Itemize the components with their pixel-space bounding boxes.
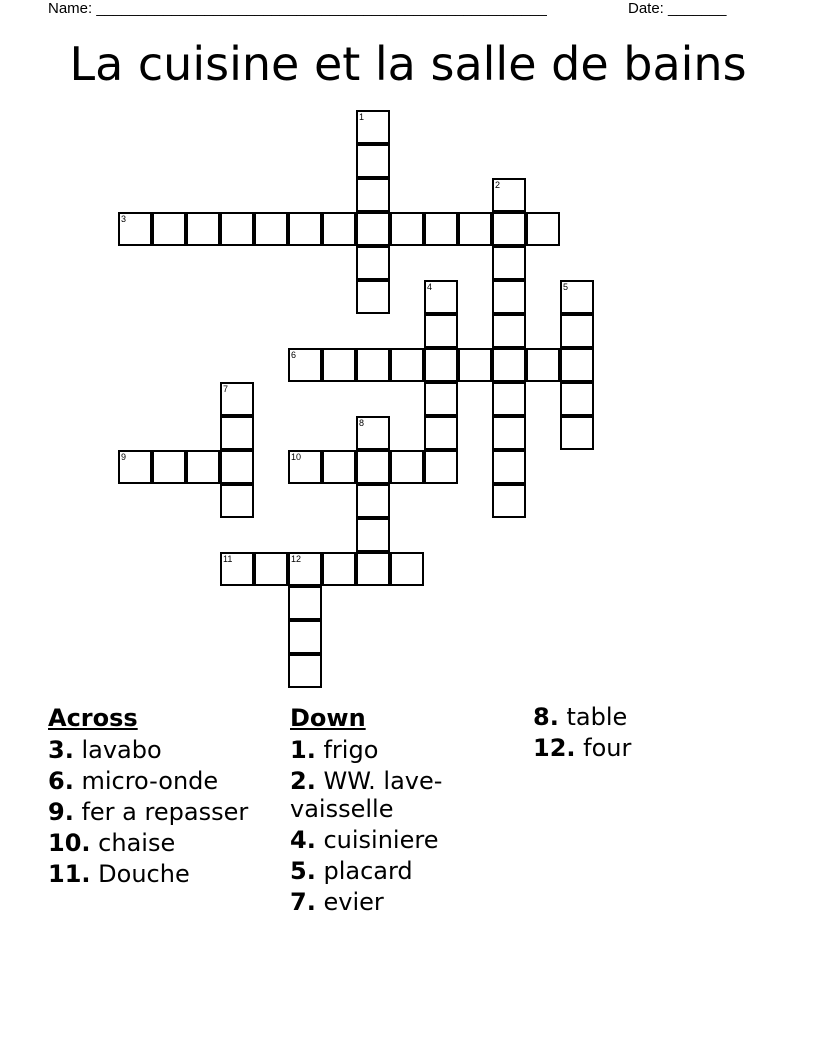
grid-cell[interactable] [560,280,594,314]
grid-cell[interactable] [356,484,390,518]
grid-cell[interactable] [492,178,526,212]
grid-cell[interactable] [560,314,594,348]
clue-item [290,736,510,764]
grid-cell[interactable] [560,382,594,416]
grid-cell[interactable] [424,280,458,314]
grid-cell[interactable] [390,348,424,382]
cell-number: 6 [291,350,297,360]
grid-cell[interactable] [390,552,424,586]
down-clues [290,703,510,919]
clue-text: Douche [98,860,190,888]
grid-cell[interactable] [356,348,390,382]
grid-cell[interactable] [186,450,220,484]
grid-cell[interactable] [492,382,526,416]
date-field-label: Date: _______ [628,0,727,17]
down-heading: Down [290,704,366,732]
across-clues [48,703,268,891]
grid-cell[interactable] [356,246,390,280]
clue-text: frigo [323,736,379,764]
down-clues-continued [533,703,753,765]
clue-number: 3. [48,736,74,764]
grid-cell[interactable] [390,212,424,246]
clue-number: 12. [533,734,576,762]
grid-cell[interactable] [492,484,526,518]
grid-cell[interactable] [288,348,322,382]
grid-cell[interactable] [492,450,526,484]
clue-number: 1. [290,736,316,764]
clue-item [48,767,268,795]
clue-item [48,860,268,888]
grid-cell[interactable] [560,348,594,382]
grid-cell[interactable] [220,382,254,416]
clue-item [48,829,268,857]
grid-cell[interactable] [254,552,288,586]
grid-cell[interactable] [458,348,492,382]
grid-cell[interactable] [356,450,390,484]
grid-cell[interactable] [220,450,254,484]
clue-text: micro-onde [81,767,219,795]
clue-number: 5. [290,857,316,885]
clue-number: 9. [48,798,74,826]
grid-cell[interactable] [356,280,390,314]
grid-cell[interactable] [152,450,186,484]
cell-number: 9 [121,452,127,462]
clue-text: lavabo [81,736,162,764]
clue-number: 7. [290,888,316,916]
grid-cell[interactable] [288,450,322,484]
grid-cell[interactable] [118,450,152,484]
grid-cell[interactable] [220,552,254,586]
clue-item [48,798,268,826]
grid-cell[interactable] [288,552,322,586]
grid-cell[interactable] [288,586,322,620]
clue-text: WW. lave-vaisselle [290,767,443,823]
clue-item [533,703,753,731]
grid-cell[interactable] [322,450,356,484]
grid-cell[interactable] [526,348,560,382]
clue-text: table [566,703,628,731]
grid-cell[interactable] [492,280,526,314]
cell-number: 12 [291,554,302,564]
clue-item [533,734,753,762]
clue-item [290,826,510,854]
grid-cell[interactable] [560,416,594,450]
grid-cell[interactable] [526,212,560,246]
grid-cell[interactable] [356,552,390,586]
clue-item [290,857,510,885]
grid-cell[interactable] [424,450,458,484]
grid-cell[interactable] [390,450,424,484]
cell-number: 2 [495,180,501,190]
grid-cell[interactable] [424,212,458,246]
clue-text: chaise [98,829,176,857]
clue-number: 8. [533,703,559,731]
clue-text: evier [323,888,384,916]
grid-cell[interactable] [356,518,390,552]
cell-number: 3 [121,214,127,224]
clue-number: 4. [290,826,316,854]
page-title: La cuisine et la salle de bains [69,37,747,91]
grid-cell[interactable] [424,314,458,348]
grid-cell[interactable] [254,212,288,246]
grid-cell[interactable] [492,314,526,348]
clue-text: fer a repasser [81,798,249,826]
grid-cell[interactable] [424,416,458,450]
cell-number: 4 [427,282,433,292]
grid-cell[interactable] [288,620,322,654]
clue-item [48,736,268,764]
grid-cell[interactable] [322,552,356,586]
grid-cell[interactable] [492,348,526,382]
cell-number: 11 [223,554,233,564]
grid-cell[interactable] [288,654,322,688]
grid-cell[interactable] [356,212,390,246]
clue-text: cuisiniere [323,826,439,854]
cell-number: 5 [563,282,569,292]
grid-cell[interactable] [458,212,492,246]
grid-cell[interactable] [152,212,186,246]
grid-cell[interactable] [356,178,390,212]
clue-text: placard [323,857,413,885]
grid-cell[interactable] [220,484,254,518]
clue-text: four [583,734,632,762]
grid-cell[interactable] [356,416,390,450]
grid-cell[interactable] [492,212,526,246]
cell-number: 1 [359,112,365,122]
clue-number: 11. [48,860,91,888]
cell-number: 8 [359,418,365,428]
clue-number: 10. [48,829,91,857]
clue-item [290,767,510,823]
grid-cell[interactable] [118,212,152,246]
grid-cell[interactable] [356,144,390,178]
cell-number: 7 [223,384,229,394]
grid-cell[interactable] [492,246,526,280]
cell-number: 10 [291,452,302,462]
grid-cell[interactable] [220,416,254,450]
grid-cell[interactable] [424,348,458,382]
across-heading: Across [48,704,138,732]
grid-cell[interactable] [322,348,356,382]
grid-cell[interactable] [288,212,322,246]
name-field-label: Name: ______________________________________________________ [48,0,547,17]
clue-number: 2. [290,767,316,795]
grid-cell[interactable] [492,416,526,450]
grid-cell[interactable] [424,382,458,416]
clue-number: 6. [48,767,74,795]
grid-cell[interactable] [322,212,356,246]
grid-cell[interactable] [186,212,220,246]
grid-cell[interactable] [220,212,254,246]
clue-item [290,888,510,916]
grid-cell[interactable] [356,110,390,144]
